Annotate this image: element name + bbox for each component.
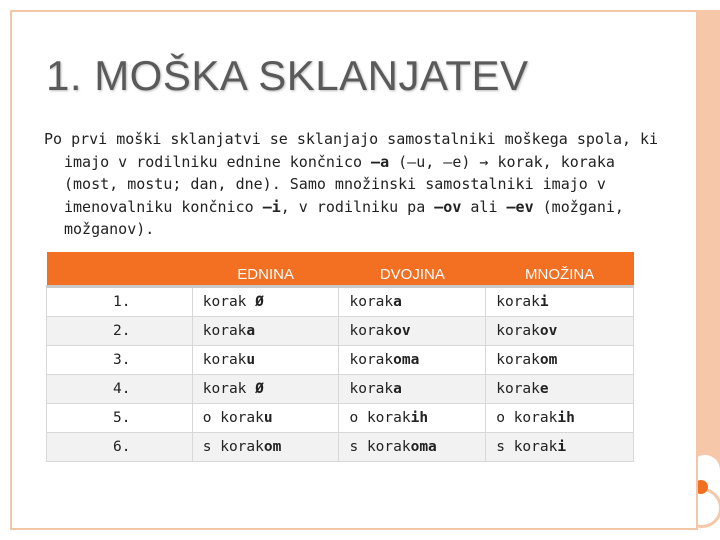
header-blank [47,252,193,287]
table-header-row [47,252,634,287]
ending-highlight: –ov [434,197,462,216]
word-ending: om [539,352,558,368]
word-stem: korak [349,381,394,397]
table-row [47,433,634,462]
decoration-stripe [698,10,720,430]
word-ending: ih [410,410,429,426]
word-stem: s korak [202,439,264,455]
paragraph-text: → [479,152,489,171]
word-ending: u [263,410,273,426]
word-stem: o korak [349,410,411,426]
word-stem: korak [202,323,247,339]
paragraph-text: (–u, –e) [389,152,480,171]
table-cell [486,346,634,375]
word-stem: korak [496,352,540,368]
word-ending: ov [539,323,558,339]
table-cell [486,433,634,462]
paragraph-line [44,128,659,151]
word-stem: korak [202,294,256,310]
word-ending: oma [393,352,420,368]
paragraph-text: imenovalniku končnico [64,197,263,216]
ending-highlight: –a [371,152,390,171]
word-ending: ih [557,410,575,426]
word-stem: korak [496,323,540,339]
table-cell [192,375,339,404]
case-number: 1. [47,287,193,317]
paragraph-text: korak, koraka [488,152,615,171]
word-stem: korak [202,352,247,368]
paragraph-text: Po prvi moški sklanjatvi se sklanjajo samostalniki moškega spola, ki [44,130,659,148]
table-cell [339,317,486,346]
word-ending: oma [410,439,437,455]
word-stem: korak [349,294,394,310]
ending-highlight: –i [262,197,281,216]
intro-paragraph [44,128,659,241]
decoration-ring [698,488,720,528]
case-number: 2. [47,317,193,346]
table-cell [486,287,634,317]
table-row [47,346,634,375]
ending-highlight: –ev [506,197,534,216]
declension-table [46,252,634,462]
word-ending: i [539,294,549,310]
paragraph-line [44,196,644,219]
paragraph-text: (možgani, [533,197,624,216]
table-cell [339,346,486,375]
word-ending: u [246,352,256,368]
table-row [47,287,634,317]
table-cell [339,433,486,462]
table-cell [192,287,339,317]
table-cell [192,346,339,375]
paragraph-text: imajo v rodilniku ednine končnico [64,152,372,171]
paragraph-line [44,173,644,196]
word-stem: korak [496,381,540,397]
paragraph-text: (most, mostu; dan, dne). Samo množinski samostalniki imajo v [64,175,606,193]
paragraph-text: ali [461,197,507,216]
paragraph-line [44,151,644,174]
table-cell [339,404,486,433]
table-cell [486,404,634,433]
slide-title: 1. MOŠKA SKLANJATEV [46,52,529,99]
word-ending: ov [393,323,411,339]
case-number: 4. [47,375,193,404]
word-stem: korak [349,323,394,339]
case-number: 5. [47,404,193,433]
table-cell [486,375,634,404]
word-ending: a [246,323,256,339]
word-ending: e [539,381,549,397]
word-stem: o korak [202,410,264,426]
table-cell [339,375,486,404]
word-ending: Ø [255,381,264,397]
word-stem: korak [496,294,540,310]
paragraph-text: možganov). [64,220,155,238]
header-mnozina: MNOŽINA [486,252,634,287]
table-cell [192,317,339,346]
table-cell [192,404,339,433]
side-decoration [698,10,720,540]
word-stem: korak [349,352,394,368]
word-stem: korak [202,381,256,397]
case-number: 6. [47,433,193,462]
word-ending: a [393,294,402,310]
word-stem: s korak [349,439,411,455]
paragraph-line [44,218,644,241]
table-row [47,404,634,433]
table-cell [192,433,339,462]
case-number: 3. [47,346,193,375]
table-row [47,317,634,346]
header-ednina: EDNINA [192,252,339,287]
table-cell [339,287,486,317]
word-ending: a [393,381,402,397]
word-ending: om [263,439,282,455]
word-stem: s korak [496,439,558,455]
header-dvojina: DVOJINA [339,252,486,287]
table-cell [486,317,634,346]
word-ending: i [557,439,567,455]
paragraph-text: , v rodilniku pa [280,197,435,216]
word-ending: Ø [255,294,264,310]
word-stem: o korak [496,410,558,426]
table-row [47,375,634,404]
